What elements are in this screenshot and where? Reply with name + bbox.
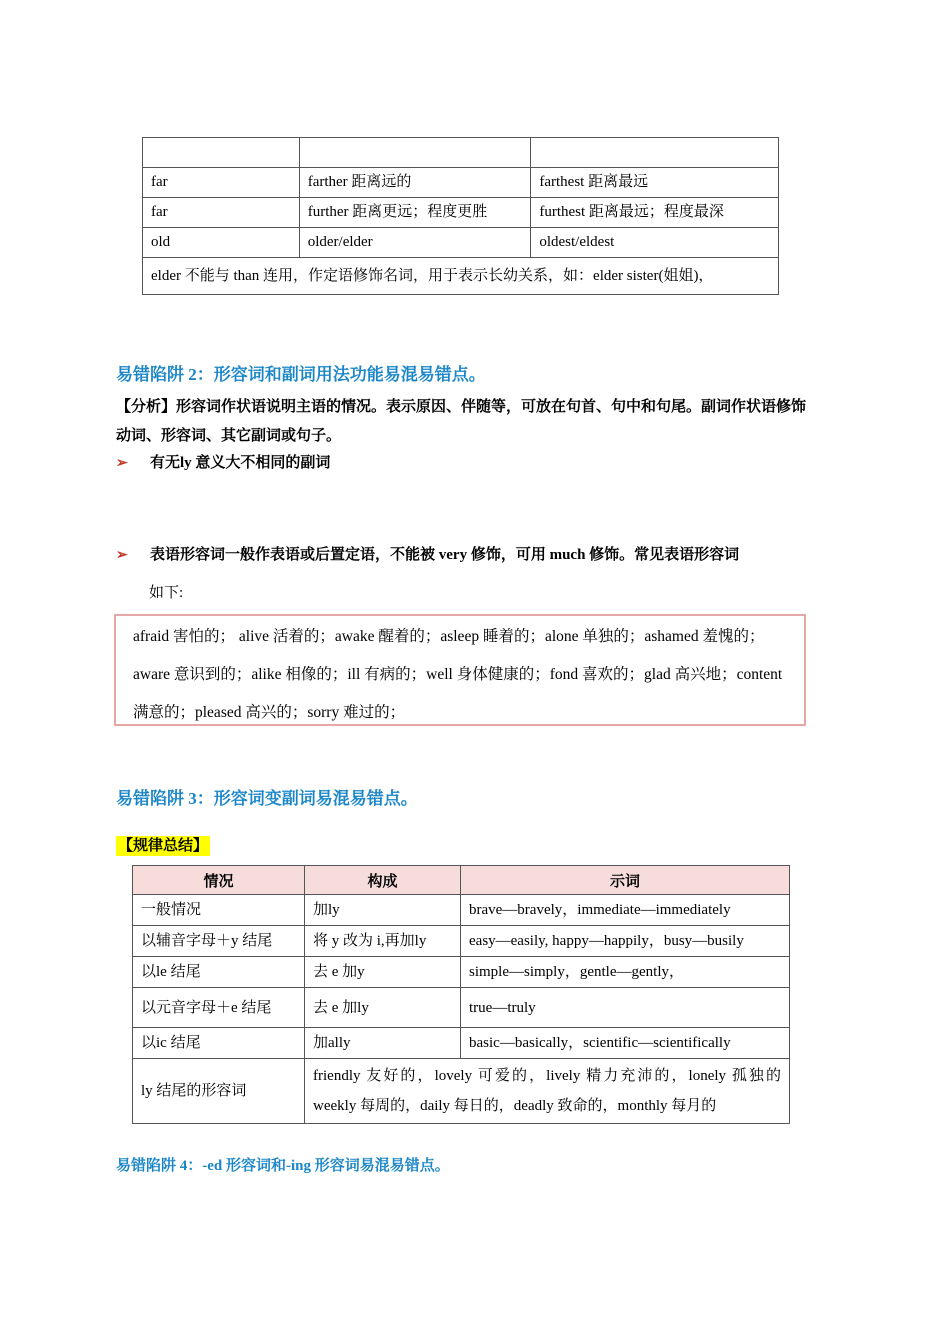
section-heading-3: 易错陷阱 3：形容词变副词易混易错点。 — [116, 789, 418, 808]
table-cell: old — [143, 228, 300, 258]
table-row — [143, 228, 779, 258]
table-row — [133, 1028, 790, 1059]
bullet-item — [116, 543, 816, 564]
table-cell: farthest 距离最远 — [531, 168, 779, 198]
table-cell: 以元音字母＋e 结尾 — [133, 988, 305, 1028]
arrow-bullet-icon: ➢ — [116, 456, 128, 471]
table-cell: 一般情况 — [133, 895, 305, 926]
table-cell: basic—basically，scientific—scientifically — [461, 1028, 790, 1059]
table-cell — [143, 138, 300, 168]
table-row — [133, 1059, 790, 1124]
table-cell: 加ly — [305, 895, 461, 926]
column-header: 示词 — [461, 866, 790, 895]
table-cell: oldest/eldest — [531, 228, 779, 258]
table-cell: brave—bravely，immediate—immediately — [461, 895, 790, 926]
table-header-row — [133, 866, 790, 895]
adverb-formation-table — [132, 865, 790, 1124]
arrow-bullet-icon: ➢ — [116, 548, 128, 563]
table-cell: furthest 距离最远；程度最深 — [531, 198, 779, 228]
table-cell: 去 e 加ly — [305, 988, 461, 1028]
table-cell: far — [143, 198, 300, 228]
bullet-item — [116, 451, 330, 472]
rule-summary-tag: 【规律总结】 — [118, 838, 209, 854]
adjective-list-box — [114, 614, 806, 726]
table-cell: farther 距离远的 — [299, 168, 531, 198]
column-header: 构成 — [305, 866, 461, 895]
table-row — [143, 168, 779, 198]
table-cell: friendly 友好的，lovely 可爱的，lively 精力充沛的，lonely 孤独的 weekly 每周的，daily 每日的，deadly 致命的，monthly 每月的 — [305, 1059, 790, 1124]
table-cell: 以ic 结尾 — [133, 1028, 305, 1059]
adjective-list: afraid 害怕的； alive 活着的；awake 醒着的；asleep 睡着的；alone 单独的；ashamed 羞愧的； aware 意识到的；alike 相像的；ill 有病的；well 身体健康的；fond 喜欢的；glad 高兴地；content 满意的；pleased 高兴的；sorry 难过的； — [133, 628, 783, 721]
table-cell: far — [143, 168, 300, 198]
analysis-paragraph: 【分析】形容词作状语说明主语的情况。表示原因、伴随等，可放在句首、句中和句尾。副词作状语修饰动词、形容词、其它副词或句子。 — [116, 399, 807, 444]
table-cell: simple—simply，gentle—gently， — [461, 957, 790, 988]
bullet-text: 有无ly 意义大不相同的副词 — [150, 455, 331, 471]
table-note: elder 不能与 than 连用，作定语修饰名词，用于表示长幼关系，如：elder sister(姐姐)， — [143, 258, 779, 295]
column-header: 情况 — [133, 866, 305, 895]
table-cell: 以辅音字母＋y 结尾 — [133, 926, 305, 957]
table-cell: easy—easily, happy—happily，busy—busily — [461, 926, 790, 957]
table-cell — [299, 138, 531, 168]
table-row — [133, 957, 790, 988]
bullet-text: 表语形容词一般作表语或后置定语，不能被 very 修饰，可用 much 修饰。常见表语形容词 — [150, 547, 740, 563]
table-cell: ly 结尾的形容词 — [133, 1059, 305, 1124]
bullet-text-continuation: 如下: — [149, 585, 184, 601]
table-cell — [531, 138, 779, 168]
table-cell: further 距离更远；程度更胜 — [299, 198, 531, 228]
table-cell: 加ally — [305, 1028, 461, 1059]
table-cell: 将 y 改为 i,再加ly — [305, 926, 461, 957]
table-row — [133, 895, 790, 926]
table-cell: 去 e 加y — [305, 957, 461, 988]
table-cell: older/elder — [299, 228, 531, 258]
section-heading-2: 易错陷阱 2：形容词和副词用法功能易混易错点。 — [116, 365, 486, 384]
table-row — [133, 988, 790, 1028]
table-row — [133, 926, 790, 957]
table-row — [143, 198, 779, 228]
section-heading-4: 易错陷阱 4：-ed 形容词和-ing 形容词易混易错点。 — [116, 1158, 450, 1174]
table-row — [143, 138, 779, 168]
table-cell: 以le 结尾 — [133, 957, 305, 988]
table-cell: true—truly — [461, 988, 790, 1028]
comparison-table — [142, 137, 779, 295]
table-row — [143, 258, 779, 295]
